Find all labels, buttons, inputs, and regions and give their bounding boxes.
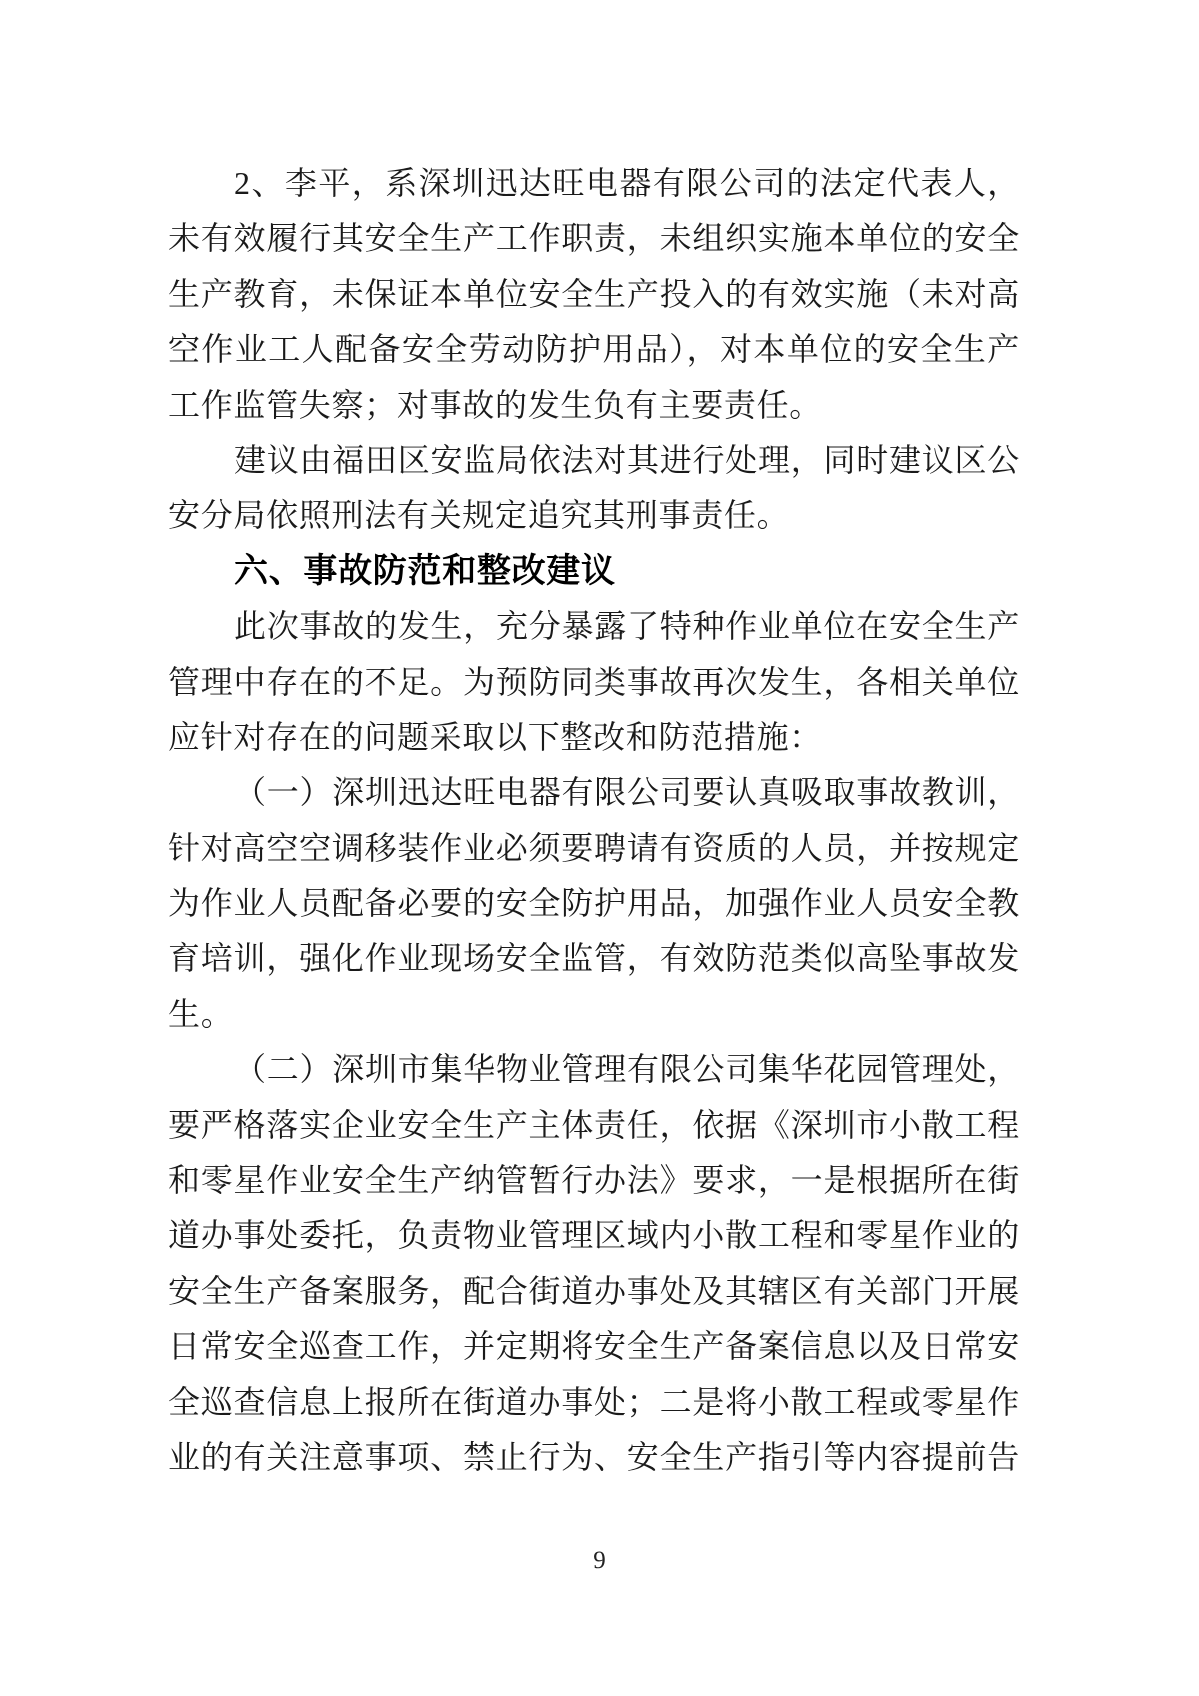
- paragraph-handling-recommendation: [168, 433, 1020, 544]
- page-footer: [0, 1547, 1199, 1575]
- document-body: [168, 156, 1020, 1485]
- text-line: （一）深圳迅达旺电器有限公司要认真吸取事故教训，: [234, 774, 1020, 811]
- paragraph-measure-two: [168, 1042, 1020, 1485]
- text-line: 业的有关注意事项、禁止行为、安全生产指引等内容提前告: [168, 1438, 1020, 1475]
- text-line: 为作业人员配备必要的安全防护用品，加强作业人员安全教: [168, 885, 1020, 922]
- text-line: 全巡查信息上报所在街道办事处；二是将小散工程或零星作: [168, 1383, 1020, 1420]
- section-six: [168, 544, 1020, 599]
- text-line: （二）深圳市集华物业管理有限公司集华花园管理处，: [234, 1051, 1020, 1088]
- text-line: 2、李平，系深圳迅达旺电器有限公司的法定代表人，: [234, 165, 1020, 201]
- text-line: 生。: [168, 995, 234, 1032]
- page-number: 9: [593, 1547, 606, 1574]
- text-line: 育培训，强化作业现场安全监管，有效防范类似高坠事故发: [168, 940, 1020, 977]
- text-line: 安全生产备案服务，配合街道办事处及其辖区有关部门开展: [168, 1272, 1020, 1309]
- text-line: 应针对存在的问题采取以下整改和防范措施：: [168, 718, 823, 755]
- paragraph-responsibility-liping: [168, 156, 1020, 433]
- text-line: 和零星作业安全生产纳管暂行办法》要求，一是根据所在街: [168, 1162, 1020, 1199]
- paragraph-intro-measures: [168, 599, 1020, 765]
- text-line: 未有效履行其安全生产工作职责，未组织实施本单位的安全: [168, 220, 1020, 257]
- text-line: 日常安全巡查工作，并定期将安全生产备案信息以及日常安: [168, 1328, 1020, 1365]
- text-line: 针对高空空调移装作业必须要聘请有资质的人员，并按规定: [168, 829, 1020, 866]
- text-line: 要严格落实企业安全生产主体责任，依据《深圳市小散工程: [168, 1106, 1020, 1143]
- text-line: 空作业工人配备安全劳动防护用品），对本单位的安全生产: [168, 331, 1020, 368]
- text-line: 建议由福田区安监局依法对其进行处理，同时建议区公: [234, 441, 1020, 478]
- text-line: 此次事故的发生，充分暴露了特种作业单位在安全生产: [234, 608, 1020, 645]
- paragraph-measure-one: [168, 765, 1020, 1042]
- text-line: 管理中存在的不足。为预防同类事故再次发生，各相关单位: [168, 663, 1020, 700]
- text-line: 工作监管失察；对事故的发生负有主要责任。: [168, 386, 823, 423]
- text-line: 安分局依照刑法有关规定追究其刑事责任。: [168, 497, 790, 534]
- text-line: 道办事处委托，负责物业管理区域内小散工程和零星作业的: [168, 1217, 1020, 1254]
- section-heading: 六、事故防范和整改建议: [234, 550, 616, 591]
- text-line: 生产教育，未保证本单位安全生产投入的有效实施（未对高: [168, 275, 1020, 312]
